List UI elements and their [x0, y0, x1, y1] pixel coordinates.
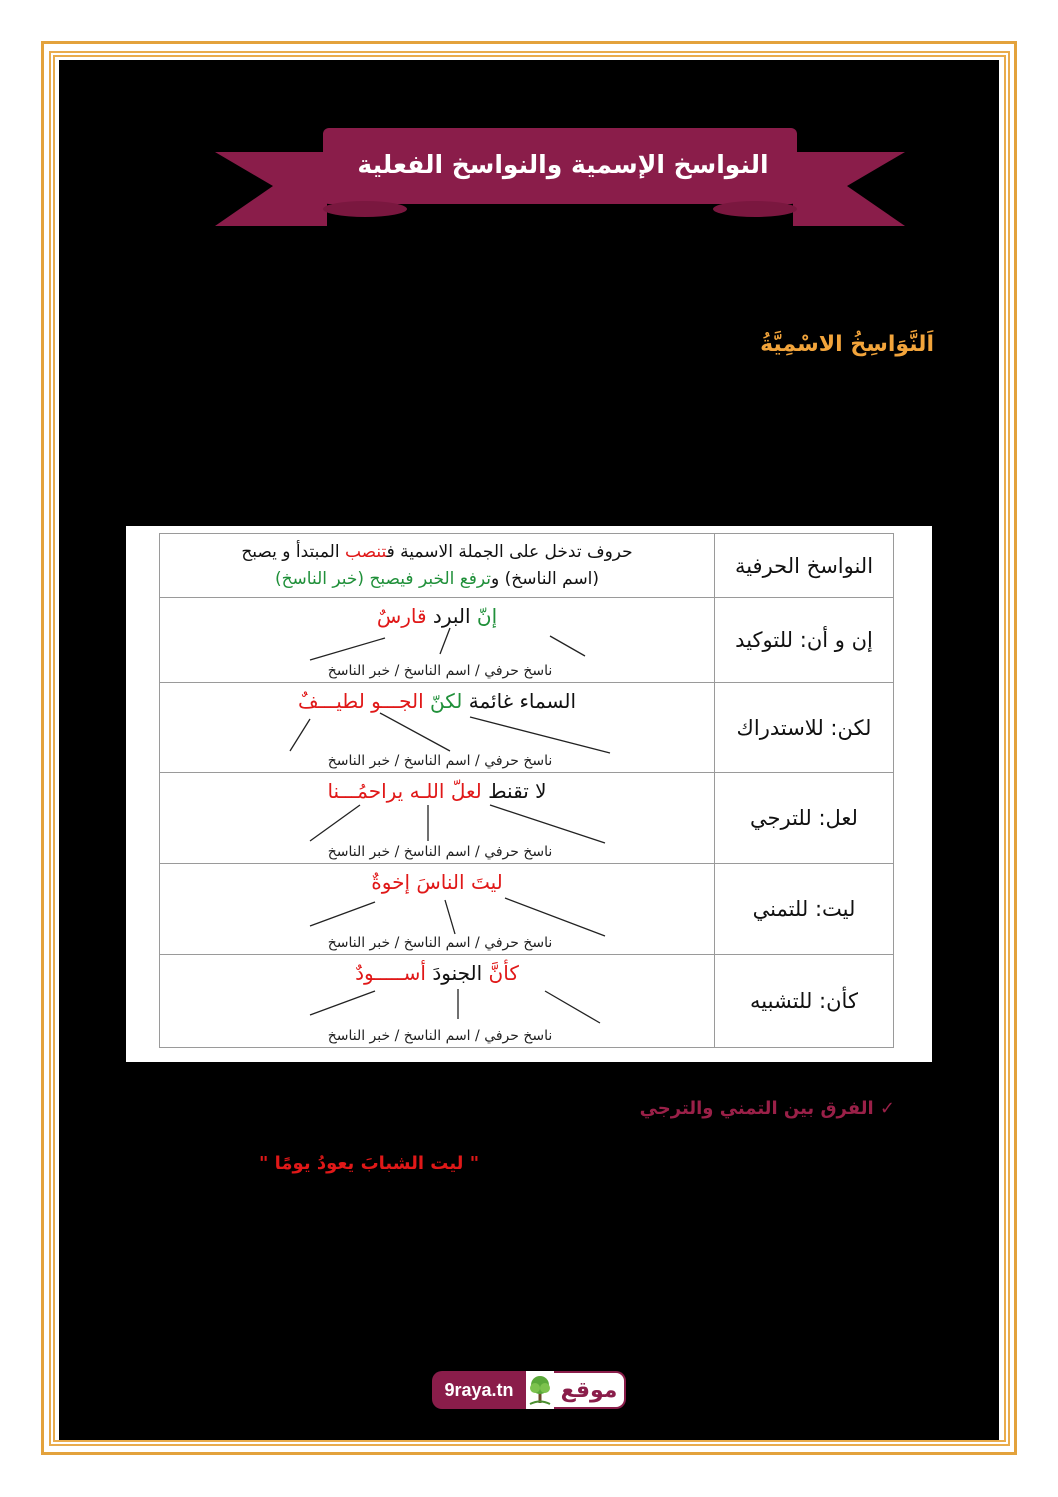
row-example: [160, 683, 715, 773]
tree-icon: [526, 1371, 554, 1409]
row-example: [160, 864, 715, 955]
page-title: النواسخ الإسمية والنواسخ الفعلية: [357, 149, 769, 179]
role-labels: ناسخ حرفي / اسم الناسخ / خبر الناسخ: [327, 844, 553, 860]
example-sentence: لا تقنط لعلّ اللـه يراحمُـــنا: [327, 779, 547, 803]
table-row: [160, 683, 894, 773]
section-heading: اَلنَّوَاسِخُ الاسْمِيَّةُ: [760, 332, 934, 357]
row-example: [160, 955, 715, 1048]
row-name: ليت: للتمني: [715, 864, 894, 955]
row-name: كأن: للتشبيه: [715, 955, 894, 1048]
row-name: لكن: للاستدراك: [715, 683, 894, 773]
example-sentence: إنّ البرد قارسٌ: [376, 604, 498, 628]
table-row: [160, 864, 894, 955]
nawasikh-table-image: [126, 526, 932, 1062]
header-name-cell: النواسخ الحرفية: [715, 534, 894, 598]
row-example: [160, 598, 715, 683]
example-sentence: ليتَ الناسَ إخوةٌ: [371, 870, 503, 894]
role-labels: ناسخ حرفي / اسم الناسخ / خبر الناسخ: [327, 935, 553, 951]
logo-latin: 9raya.tn: [432, 1371, 526, 1409]
row-name: لعل: للترجي: [715, 773, 894, 864]
role-labels: ناسخ حرفي / اسم الناسخ / خبر الناسخ: [327, 663, 553, 679]
difference-heading: ✓ الفرق بين التمني والترجي: [639, 1098, 895, 1119]
role-labels: ناسخ حرفي / اسم الناسخ / خبر الناسخ: [327, 1028, 553, 1044]
table-header-row: [160, 534, 894, 598]
page-content: [59, 60, 999, 1440]
table-row: [160, 773, 894, 864]
logo-arabic: موقع: [554, 1371, 626, 1409]
row-name: إن و أن: للتوكيد: [715, 598, 894, 683]
example-quote: " ليت الشبابَ يعودُ يومًا ": [259, 1153, 480, 1174]
site-logo: [432, 1371, 626, 1409]
check-icon: ✓: [879, 1098, 895, 1119]
nawasikh-table: [159, 533, 894, 1048]
example-sentence: السماء غائمة لكنّ الجـــو لطيـــفٌ: [297, 689, 577, 713]
header-desc-cell: حروف تدخل على الجملة الاسمية فتنصب المبتدأ و يصبح (اسم الناسخ) وترفع الخبر فيصبح (خبر الناسخ): [160, 534, 715, 598]
table-row: [160, 955, 894, 1048]
row-example: [160, 773, 715, 864]
example-sentence: كأنَّ الجنودَ أســـــودٌ: [355, 961, 519, 985]
table-row: [160, 598, 894, 683]
role-labels: ناسخ حرفي / اسم الناسخ / خبر الناسخ: [327, 753, 553, 769]
